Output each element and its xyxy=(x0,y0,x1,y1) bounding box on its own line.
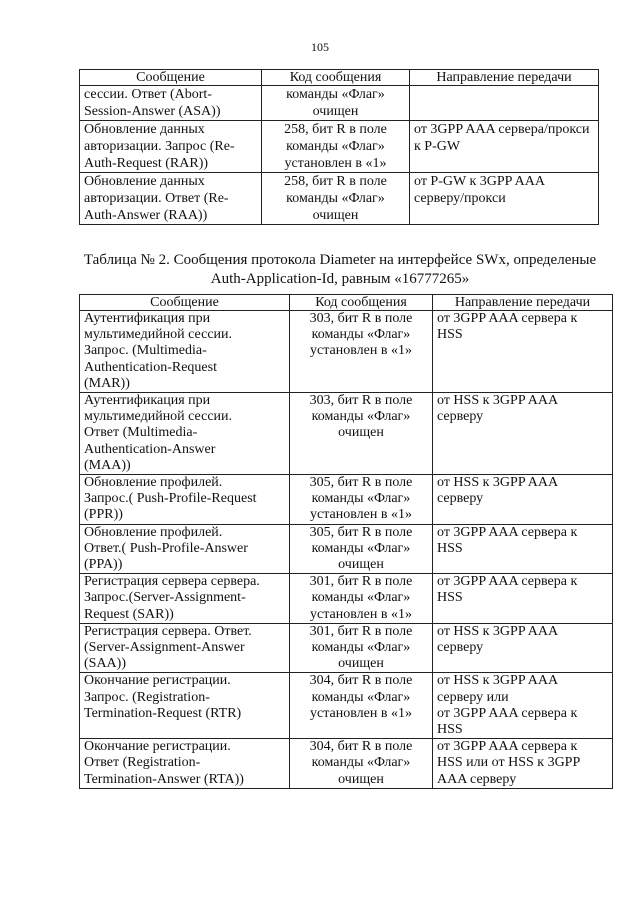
code-cell xyxy=(290,475,433,525)
cell-line: к P-GW xyxy=(414,139,461,154)
cell-line: 304, бит R в поле xyxy=(309,673,413,689)
cell-line: HSS или от HSS к 3GPP xyxy=(437,755,581,771)
cell-line: авторизации. Ответ (Re- xyxy=(84,191,229,206)
cell-line: установлен в «1» xyxy=(310,606,412,622)
table-2-caption xyxy=(60,251,620,289)
code-cell xyxy=(290,574,433,624)
code-cell xyxy=(290,673,433,739)
cell-line: от 3GPP AAA сервера к xyxy=(437,311,578,326)
cell-line: от P-GW к 3GPP AAA xyxy=(414,174,545,189)
direction-cell xyxy=(433,311,613,393)
cell-line: Authentication-Answer xyxy=(84,441,216,457)
cell-line: от HSS к 3GPP AAA xyxy=(437,673,559,689)
table-row xyxy=(80,311,613,393)
cell-line: Запрос.( Push-Profile-Request xyxy=(84,491,257,507)
table-row xyxy=(80,524,613,574)
cell-line: (MAR)) xyxy=(84,375,130,391)
cell-line: установлен в «1» xyxy=(310,507,412,523)
cell-line: 305, бит R в поле xyxy=(309,524,413,540)
caption-line: Auth-Application-Id, равным «16777265» xyxy=(210,271,470,287)
cell-line: от 3GPP AAA сервера к xyxy=(437,705,578,721)
cell-line: мультимедийной сессии. xyxy=(84,409,233,425)
cell-line: Регистрация сервера. Ответ. xyxy=(84,623,252,639)
cell-line: от HSS к 3GPP AAA xyxy=(437,623,559,639)
cell-line: Termination-Request (RTR) xyxy=(84,705,242,721)
cell-line: Запрос. (Registration- xyxy=(84,689,210,705)
cell-line: серверу или xyxy=(437,689,509,705)
cell-line: авторизации. Запрос (Re- xyxy=(84,139,235,154)
table-row xyxy=(80,623,613,673)
cell-line: 258, бит R в поле xyxy=(284,174,387,189)
header-code: Код сообщения xyxy=(290,295,433,311)
direction-cell xyxy=(433,623,613,673)
cell-line: установлен в «1» xyxy=(284,156,387,171)
cell-line: 303, бит R в поле xyxy=(309,393,413,409)
cell-line: (SAA)) xyxy=(84,656,126,672)
cell-line: Ответ.( Push-Profile-Answer xyxy=(84,540,248,556)
cell-line: 304, бит R в поле xyxy=(309,739,413,755)
cell-line: установлен в «1» xyxy=(310,343,412,359)
cell-line: Окончание регистрации. xyxy=(84,673,231,689)
cell-line: серверу xyxy=(437,640,484,656)
message-cell xyxy=(80,311,290,393)
cell-line: команды «Флаг» xyxy=(311,491,411,507)
cell-line: команды «Флаг» xyxy=(311,755,411,771)
cell-line: очищен xyxy=(312,208,359,223)
table-2-body xyxy=(80,311,613,789)
table-1-header-row xyxy=(80,70,599,86)
cell-line: команды «Флаг» xyxy=(311,327,411,343)
direction-cell xyxy=(433,524,613,574)
cell-line: серверу/прокси xyxy=(414,191,506,206)
message-cell xyxy=(80,623,290,673)
direction-cell xyxy=(433,574,613,624)
direction-cell xyxy=(433,739,613,789)
code-cell xyxy=(290,311,433,393)
table-row xyxy=(80,86,599,121)
cell-line: от 3GPP AAA сервера к xyxy=(437,739,578,755)
table-row xyxy=(80,475,613,525)
cell-line: мультимедийной сессии. xyxy=(84,327,233,343)
table-row xyxy=(80,574,613,624)
cell-line: очищен xyxy=(312,104,359,119)
direction-cell xyxy=(433,393,613,475)
table-row xyxy=(80,739,613,789)
message-cell xyxy=(80,739,290,789)
cell-line: (PPA)) xyxy=(84,557,123,573)
cell-line: Authentication-Request xyxy=(84,359,217,375)
header-message: Сообщение xyxy=(80,295,290,311)
code-cell xyxy=(262,86,410,121)
cell-line: HSS xyxy=(437,590,463,606)
cell-line: команды «Флаг» xyxy=(311,689,411,705)
cell-line: сессии. Ответ (Abort- xyxy=(84,87,212,102)
cell-line: команды «Флаг» xyxy=(311,409,411,425)
header-message: Сообщение xyxy=(80,70,262,86)
cell-line: Обновление профилей. xyxy=(84,475,223,491)
cell-line: серверу xyxy=(437,491,484,507)
code-cell xyxy=(290,739,433,789)
cell-line: команды «Флаг» xyxy=(311,640,411,656)
cell-line: HSS xyxy=(437,540,463,556)
header-direction: Направление передачи xyxy=(410,70,599,86)
cell-line: (MAA)) xyxy=(84,457,131,473)
cell-line: (Server-Assignment-Answer xyxy=(84,640,245,656)
message-cell xyxy=(80,475,290,525)
cell-line: очищен xyxy=(338,425,384,441)
cell-line: Обновление данных xyxy=(84,122,205,137)
cell-line: Termination-Answer (RTA)) xyxy=(84,771,244,787)
cell-line: серверу xyxy=(437,409,484,425)
cell-line: Request (SAR)) xyxy=(84,606,174,622)
message-cell xyxy=(80,574,290,624)
message-cell xyxy=(80,121,262,173)
cell-line: команды «Флаг» xyxy=(286,191,385,206)
cell-line: Регистрация сервера сервера. xyxy=(84,574,260,590)
cell-line: команды «Флаг» xyxy=(286,139,385,154)
table-row xyxy=(80,673,613,739)
table-row xyxy=(80,121,599,173)
cell-line: от 3GPP AAA сервера к xyxy=(437,524,578,540)
cell-line: команды «Флаг» xyxy=(311,590,411,606)
cell-line: 301, бит R в поле xyxy=(309,623,413,639)
direction-cell xyxy=(433,475,613,525)
cell-line: команды «Флаг» xyxy=(286,87,385,102)
direction-cell xyxy=(433,673,613,739)
direction-cell xyxy=(410,173,599,225)
cell-line: AAA серверу xyxy=(437,771,517,787)
cell-line: от 3GPP AAA сервера к xyxy=(437,574,578,590)
table-1-body xyxy=(80,86,599,225)
cell-line: 305, бит R в поле xyxy=(309,475,413,491)
cell-line: Окончание регистрации. xyxy=(84,739,231,755)
cell-line: Обновление профилей. xyxy=(84,524,223,540)
header-code: Код сообщения xyxy=(262,70,410,86)
cell-line: очищен xyxy=(338,656,384,672)
header-direction: Направление передачи xyxy=(433,295,613,311)
message-cell xyxy=(80,524,290,574)
cell-line: Ответ (Multimedia- xyxy=(84,425,198,441)
code-cell xyxy=(290,623,433,673)
table-row xyxy=(80,393,613,475)
cell-line: 301, бит R в поле xyxy=(309,574,413,590)
cell-line: 303, бит R в поле xyxy=(309,311,413,326)
message-cell xyxy=(80,673,290,739)
direction-cell xyxy=(410,86,599,121)
cell-line: Auth-Request (RAR)) xyxy=(84,156,209,171)
cell-line: Обновление данных xyxy=(84,174,205,189)
cell-line: команды «Флаг» xyxy=(311,540,411,556)
caption-line: Таблица № 2. Сообщения протокола Diameter на интерфейсе SWx, определеные xyxy=(83,252,597,268)
cell-line: Запрос.(Server-Assignment- xyxy=(84,590,246,606)
message-cell xyxy=(80,86,262,121)
cell-line: (PPR)) xyxy=(84,507,123,523)
cell-line: от HSS к 3GPP AAA xyxy=(437,475,559,491)
code-cell xyxy=(262,173,410,225)
code-cell xyxy=(290,524,433,574)
cell-line: установлен в «1» xyxy=(310,705,412,721)
cell-line: Запрос. (Multimedia- xyxy=(84,343,207,359)
table-row xyxy=(80,173,599,225)
cell-line: Auth-Answer (RAA)) xyxy=(84,208,208,223)
cell-line: HSS xyxy=(437,327,463,343)
code-cell xyxy=(290,393,433,475)
direction-cell xyxy=(410,121,599,173)
cell-line: 258, бит R в поле xyxy=(284,122,387,137)
cell-line: Ответ (Registration- xyxy=(84,755,201,771)
page-number: 105 xyxy=(311,40,329,54)
cell-line: Session-Answer (ASA)) xyxy=(84,104,221,119)
message-cell xyxy=(80,173,262,225)
cell-line: очищен xyxy=(338,771,384,787)
cell-line: HSS xyxy=(437,722,463,738)
cell-line: Аутентификация при xyxy=(84,311,211,326)
cell-line: от HSS к 3GPP AAA xyxy=(437,393,559,409)
table-2-header-row xyxy=(80,295,613,311)
cell-line: Аутентификация при xyxy=(84,393,211,409)
code-cell xyxy=(262,121,410,173)
cell-line: очищен xyxy=(338,557,384,573)
message-cell xyxy=(80,393,290,475)
table-2 xyxy=(79,294,613,789)
cell-line: от 3GPP AAA сервера/прокси xyxy=(414,122,590,137)
table-1 xyxy=(79,69,599,225)
